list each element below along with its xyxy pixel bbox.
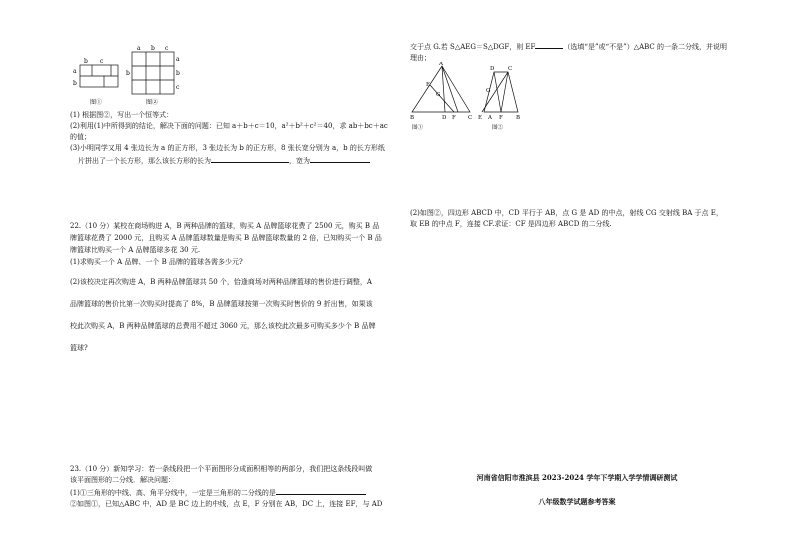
- fig1-pt-E: E: [426, 82, 431, 88]
- answer-blank-length[interactable]: [211, 154, 289, 163]
- fig2-pt-D: D: [490, 66, 495, 72]
- q22-part2-line: 品牌篮球的售价比第一次购买时提高了 8%，B 品牌篮球按第一次购买时售价的 9 折出售，如果该: [70, 300, 373, 308]
- q22-line: 牌篮球比购买一个 A 品牌篮球多花 30 元.: [70, 246, 201, 254]
- fig2-pt-G: G: [486, 88, 491, 94]
- fig1-letter-c: c: [100, 58, 104, 65]
- question-23: [70, 464, 398, 510]
- q21-part3-line2: [70, 154, 398, 167]
- fig2-pt-E: E: [478, 115, 483, 121]
- right-line-2: 理由；: [410, 54, 431, 62]
- fig2-top-a: a: [137, 45, 141, 52]
- right-part2-line: (2)如图②，四边形 ABCD 中，CD 平行于 AB，点 G 是 AD 的中点，射线 CG 交射线 BA 于点 E，: [410, 209, 723, 217]
- q23-line: 23.（10 分）新知学习：若一条线段把一个平面图形分成面积相等的两部分，我们把这条线段叫做: [70, 465, 373, 473]
- q21-part1: (1) 根据图②，写出一个恒等式：: [70, 111, 174, 119]
- fig1-pt-F: F: [452, 115, 456, 121]
- fig2-right-a: a: [176, 56, 180, 63]
- q21-part3-text-b: ，宽为: [289, 157, 310, 165]
- fig2-pt-B: B: [516, 115, 521, 121]
- q23-line: 该平面图形的二分线．解决问题：: [70, 476, 175, 484]
- q23-part2-line: ②如图①，已知△ABC 中，AD 是 BC 边上的中线，点 E，F 分别在 AB，DC 上，连接 EF，与 AD: [70, 500, 383, 508]
- q21-part2-line2: 的值；: [70, 133, 91, 141]
- fig2-label: 图②: [492, 125, 504, 131]
- fig2-left-b: b: [126, 70, 130, 77]
- fig1-letter-b2: b: [73, 80, 77, 87]
- fig1-pt-B: B: [410, 115, 415, 121]
- question-22: [70, 220, 398, 354]
- figure-1-rectangles: [80, 65, 118, 87]
- triangle-figures: [410, 62, 540, 140]
- fig2-pt-C: C: [508, 66, 513, 72]
- fig1-pt-C: C: [468, 115, 473, 121]
- fig1-pt-G: G: [436, 92, 441, 98]
- q23-part1-text: (1)①三角形的中线、高、角平分线中，一定是三角形的二分线的是: [70, 489, 276, 497]
- right-part-2: [410, 208, 730, 230]
- fig1-letter-b1: b: [84, 58, 88, 65]
- q22-line: 牌篮球花费了 2000 元，且购买 A 品牌篮球数量是购买 B 品牌篮球数量的 2 倍，已知购买一个 B 品: [70, 234, 382, 242]
- fig1-letter-a: a: [73, 68, 77, 75]
- answer-blank-width[interactable]: [310, 154, 370, 163]
- q22-part2-line: 篮球?: [70, 344, 88, 352]
- right-line-1-a: 交于点 G.若 S△AEG＝S△DGF，则 EF: [410, 43, 536, 51]
- figure-1-triangle: [412, 66, 470, 112]
- fig2-right-c: c: [176, 84, 180, 91]
- right-line-1-b: （选填“是”或“不是”）△ABC 的一条二分线，并说明: [563, 43, 727, 51]
- q22-part2-line: 校此次购买 A，B 两种品牌篮球的总费用不超过 3060 元，那么该校此次最多可购买多少个 B 品牌: [70, 322, 376, 330]
- right-column: [410, 40, 730, 228]
- footer-line-1: 河南省信阳市淮滨县 2023-2024 学年下学期入学学情调研测试: [476, 473, 678, 482]
- answer-blank-is-bisector[interactable]: [535, 40, 563, 49]
- fig2-top-c: c: [165, 45, 169, 52]
- footer-title: [452, 473, 702, 483]
- right-line-1: [410, 40, 730, 53]
- q22-part1: (1)求购买一个 A 品牌、一个 B 品牌的篮球各需多少元?: [70, 258, 243, 266]
- fig2-label: 图②: [146, 99, 159, 106]
- q21-part3-line1: (3)小明同学又用 4 张边长为 a 的正方形，3 张边长为 b 的正方形，8 张长宽分别为 a，b 的长方形纸: [70, 144, 385, 152]
- fig2-pt-A: A: [488, 115, 492, 121]
- q21-part3-text-a: 片拼出了一个长方形，那么该长方形的长为: [78, 157, 211, 165]
- fig2-top-b: b: [151, 45, 155, 52]
- fig1-pt-A: A: [439, 62, 443, 67]
- question-21-parts: [70, 110, 398, 167]
- fig1-label: 图①: [412, 125, 424, 131]
- fig2-pt-F: F: [499, 115, 503, 121]
- q23-part1-line: [70, 486, 398, 499]
- q22-part2-line: (2)该校决定再次购进 A，B 两种品牌篮球共 50 个，恰逢商场对两种品牌篮球的售价进行调整，A: [70, 278, 372, 286]
- footer-line-2: 八年级数学试题参考答案: [538, 497, 616, 506]
- right-part2-line: 取 EB 的中点 F，连接 CF.求证：CF 是四边形 ABCD 的二分线.: [410, 220, 612, 228]
- fig1-pt-D: D: [442, 115, 447, 121]
- figure-2-square-grid: [132, 52, 174, 94]
- footer-subtitle: [452, 497, 702, 507]
- area-figures: [70, 42, 180, 110]
- q21-part2-line1: (2)利用(1)中所得到的结论，解决下面的问题：已知 a＋b＋c＝10，a²＋b²＋c²＝40，求 ab＋bc＋ac: [70, 122, 388, 130]
- q22-line: 22.（10 分）某校在商场购进 A，B 两种品牌的篮球，购买 A 品牌篮球花费了 2500 元，购买 B 品: [70, 222, 380, 230]
- fig1-label: 图①: [90, 99, 103, 106]
- fig2-right-b: b: [176, 70, 180, 77]
- answer-blank-bisector[interactable]: [276, 486, 366, 495]
